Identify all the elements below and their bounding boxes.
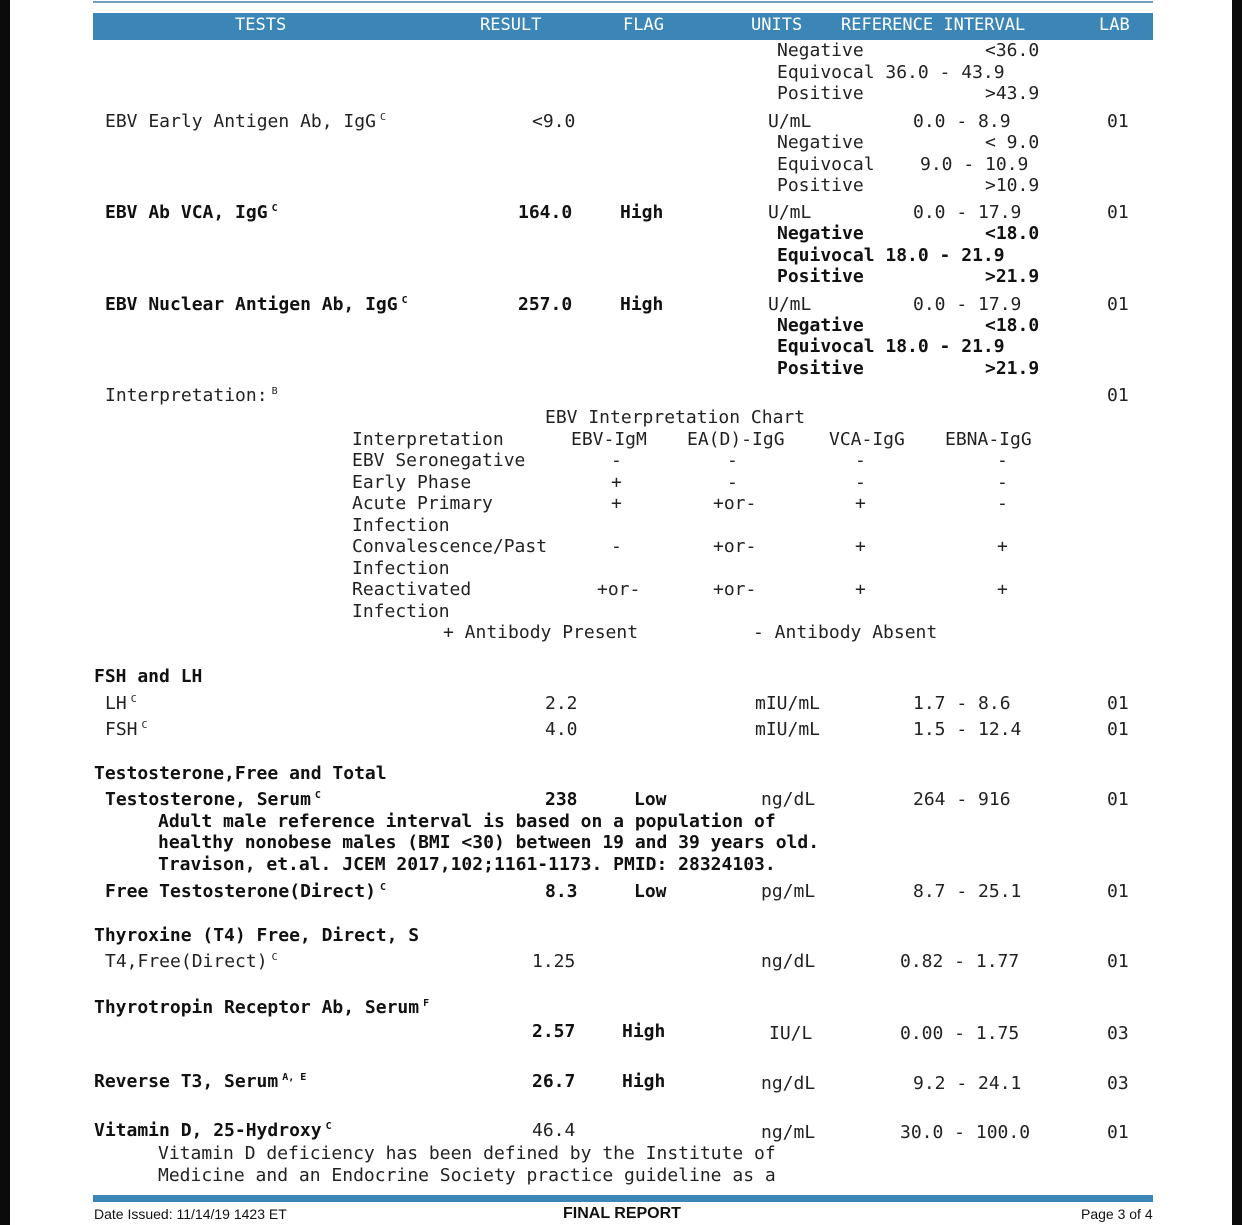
interpretation-label: Interpretation: $^B$ (105, 385, 278, 406)
units: U/mL (768, 294, 812, 315)
lab-code: 01 (1107, 111, 1129, 132)
reference-interval: 1.5 - 12.4 (913, 719, 1022, 740)
chart-row-label: Infection (352, 515, 450, 536)
reference-interval: 30.0 - 100.0 (900, 1122, 1031, 1143)
range-label: Negative (777, 132, 864, 153)
chart-row-label: Acute Primary (352, 493, 493, 514)
lab-code: 01 (1107, 1122, 1129, 1143)
lab-code: 01 (1107, 789, 1129, 810)
test-name-t4-free: T4,Free(Direct) $^C$ (105, 951, 278, 972)
footnote-marker: C (401, 295, 408, 306)
reference-interval: 264 - 916 (913, 789, 1011, 810)
legend-antibody-absent: - Antibody Absent (753, 622, 938, 643)
range-value: <18.0 (985, 223, 1040, 244)
result-value: 2.57 (532, 1021, 576, 1042)
lab-code: 03 (1107, 1023, 1129, 1044)
chart-col-header: EBV-IgM (571, 429, 647, 450)
chart-col-header: Interpretation (352, 429, 504, 450)
reference-interval: 0.00 - 1.75 (900, 1023, 1020, 1044)
interpretation-chart-title: EBV Interpretation Chart (545, 407, 806, 428)
footnote-marker: C (314, 790, 321, 801)
units: U/mL (768, 111, 812, 132)
reference-interval: 0.0 - 8.9 (913, 111, 1011, 132)
reference-interval: 9.2 - 24.1 (913, 1073, 1022, 1094)
chart-cell: - (727, 472, 738, 493)
footnote-marker: F (423, 998, 430, 1009)
reference-interval: 0.0 - 17.9 (913, 294, 1022, 315)
chart-cell: +or- (713, 493, 757, 514)
units: mIU/mL (755, 693, 821, 714)
flag-high: High (622, 1071, 666, 1092)
lab-code: 01 (1107, 881, 1129, 902)
reference-note-line: healthy nonobese males (BMI <30) between 19 and 39 years old. (158, 832, 820, 853)
footnote-marker: C (379, 112, 386, 123)
result-value: 257.0 (518, 294, 573, 315)
lab-code: 01 (1107, 951, 1129, 972)
chart-cell: - (997, 450, 1008, 471)
lab-code: 01 (1107, 294, 1129, 315)
range-label: Positive (777, 83, 864, 104)
flag-low: Low (634, 881, 667, 902)
footnote-marker: C (271, 203, 278, 214)
section-title-vitamin-d: Vitamin D, 25-Hydroxy $^C$ (94, 1120, 332, 1141)
chart-cell: + (997, 536, 1008, 557)
result-value: <9.0 (532, 111, 576, 132)
result-value: 164.0 (518, 202, 573, 223)
chart-col-header: VCA-IgG (829, 429, 905, 450)
footnote-marker: B (271, 386, 278, 397)
footer-rule (93, 1195, 1153, 1202)
chart-cell: - (997, 493, 1008, 514)
header-lab: LAB (1099, 15, 1130, 35)
test-name-ebv-nuclear-antigen: EBV Nuclear Antigen Ab, IgG $^C$ (105, 294, 408, 315)
chart-cell: + (855, 536, 866, 557)
chart-cell: +or- (713, 536, 757, 557)
flag-low: Low (634, 789, 667, 810)
range-label: Positive (777, 266, 864, 287)
chart-cell: - (997, 472, 1008, 493)
test-name-ebv-vca-igg: EBV Ab VCA, IgG $^C$ (105, 202, 278, 223)
range-label: Positive (777, 358, 864, 379)
chart-col-header: EA(D)-IgG (687, 429, 785, 450)
reference-interval: 0.82 - 1.77 (900, 951, 1020, 972)
chart-cell: + (611, 493, 622, 514)
header-tests: TESTS (235, 15, 287, 35)
chart-row-label: Infection (352, 558, 450, 579)
page-right-edge (1232, 0, 1242, 1225)
lab-code: 01 (1107, 385, 1129, 406)
header-reference-interval: REFERENCE INTERVAL (841, 15, 1026, 35)
range-label: Equivocal (777, 154, 875, 175)
chart-row-label: Reactivated (352, 579, 472, 600)
flag-high: High (620, 202, 664, 223)
result-value: 238 (545, 789, 578, 810)
footnote-marker: C (379, 882, 386, 893)
range-value: >43.9 (985, 83, 1040, 104)
chart-cell: + (611, 472, 622, 493)
range-label: Negative (777, 315, 864, 336)
range-label: Equivocal 18.0 - 21.9 (777, 336, 1005, 357)
range-label: Negative (777, 223, 864, 244)
test-name-testosterone-serum: Testosterone, Serum $^C$ (105, 789, 321, 810)
chart-cell: +or- (597, 579, 641, 600)
section-title-thyrotropin-receptor-ab: Thyrotropin Receptor Ab, Serum $^F$ (94, 997, 430, 1018)
top-rule (93, 1, 1153, 3)
range-value: >21.9 (985, 358, 1040, 379)
test-name-fsh: FSH $^C$ (105, 719, 148, 740)
lab-code: 03 (1107, 1073, 1129, 1094)
range-label: Negative (777, 40, 864, 61)
chart-cell: + (997, 579, 1008, 600)
reference-interval: 0.0 - 17.9 (913, 202, 1022, 223)
section-title-reverse-t3: Reverse T3, Serum $^{A, E}$ (94, 1071, 307, 1092)
footnote-marker: C (325, 1121, 332, 1132)
units: ng/dL (761, 789, 816, 810)
result-value: 8.3 (545, 881, 578, 902)
reference-note-line: Adult male reference interval is based on a population of (158, 811, 776, 832)
vitamin-d-note-line: Medicine and an Endocrine Society practice guideline as a (158, 1165, 776, 1186)
page-number: Page 3 of 4 (1081, 1206, 1153, 1222)
chart-cell: + (855, 493, 866, 514)
result-value: 1.25 (532, 951, 576, 972)
chart-cell: +or- (713, 579, 757, 600)
units: pg/mL (761, 881, 816, 902)
test-name-ebv-early-antigen: EBV Early Antigen Ab, IgG $^C$ (105, 111, 386, 132)
result-value: 2.2 (545, 693, 578, 714)
result-value: 46.4 (532, 1120, 576, 1141)
test-name-lh: LH $^C$ (105, 693, 137, 714)
section-title-fsh-lh: FSH and LH (94, 666, 203, 687)
date-issued: Date Issued: 11/14/19 1423 ET (94, 1206, 287, 1222)
chart-row-label: Convalescence/Past (352, 536, 548, 557)
header-flag: FLAG (623, 15, 664, 35)
chart-cell: - (855, 450, 866, 471)
reference-interval: 8.7 - 25.1 (913, 881, 1022, 902)
result-value: 4.0 (545, 719, 578, 740)
footnote-marker: A, E (282, 1072, 307, 1083)
lab-code: 01 (1107, 202, 1129, 223)
chart-col-header: EBNA-IgG (945, 429, 1032, 450)
chart-row-label: Early Phase (352, 472, 472, 493)
chart-cell: - (611, 450, 622, 471)
range-label: Positive (777, 175, 864, 196)
section-title-thyroxine: Thyroxine (T4) Free, Direct, S (94, 925, 420, 946)
range-value: <18.0 (985, 315, 1040, 336)
range-value: < 9.0 (985, 132, 1040, 153)
footnote-marker: C (130, 694, 137, 705)
reference-note-line: Travison, et.al. JCEM 2017,102;1161-1173. PMID: 28324103. (158, 854, 776, 875)
lab-code: 01 (1107, 693, 1129, 714)
report-status: FINAL REPORT (563, 1205, 681, 1222)
units: IU/L (769, 1023, 813, 1044)
units: ng/dL (761, 1073, 816, 1094)
units: mIU/mL (755, 719, 821, 740)
header-units: UNITS (751, 15, 803, 35)
units: ng/dL (761, 951, 816, 972)
range-value: <36.0 (985, 40, 1040, 61)
section-title-testosterone: Testosterone,Free and Total (94, 763, 387, 784)
range-label: Equivocal 18.0 - 21.9 (777, 245, 1005, 266)
lab-code: 01 (1107, 719, 1129, 740)
range-label: Equivocal 36.0 - 43.9 (777, 62, 1005, 83)
chart-cell: + (855, 579, 866, 600)
header-result: RESULT (480, 15, 542, 35)
chart-row-label: Infection (352, 601, 450, 622)
chart-row-label: EBV Seronegative (352, 450, 526, 471)
units: ng/mL (761, 1122, 816, 1143)
chart-cell: - (855, 472, 866, 493)
footnote-marker: C (271, 952, 278, 963)
chart-cell: - (727, 450, 738, 471)
test-name-free-testosterone: Free Testosterone(Direct) $^C$ (105, 881, 386, 902)
reference-interval: 1.7 - 8.6 (913, 693, 1011, 714)
flag-high: High (622, 1021, 666, 1042)
flag-high: High (620, 294, 664, 315)
units: U/mL (768, 202, 812, 223)
range-value: 9.0 - 10.9 (920, 154, 1029, 175)
legend-antibody-present: + Antibody Present (443, 622, 639, 643)
result-value: 26.7 (532, 1071, 576, 1092)
vitamin-d-note-line: Vitamin D deficiency has been defined by the Institute of (158, 1143, 776, 1164)
column-header-bar (93, 13, 1153, 40)
page-left-edge (0, 0, 10, 1225)
range-value: >21.9 (985, 266, 1040, 287)
range-value: >10.9 (985, 175, 1040, 196)
chart-cell: - (611, 536, 622, 557)
footnote-marker: C (141, 720, 148, 731)
